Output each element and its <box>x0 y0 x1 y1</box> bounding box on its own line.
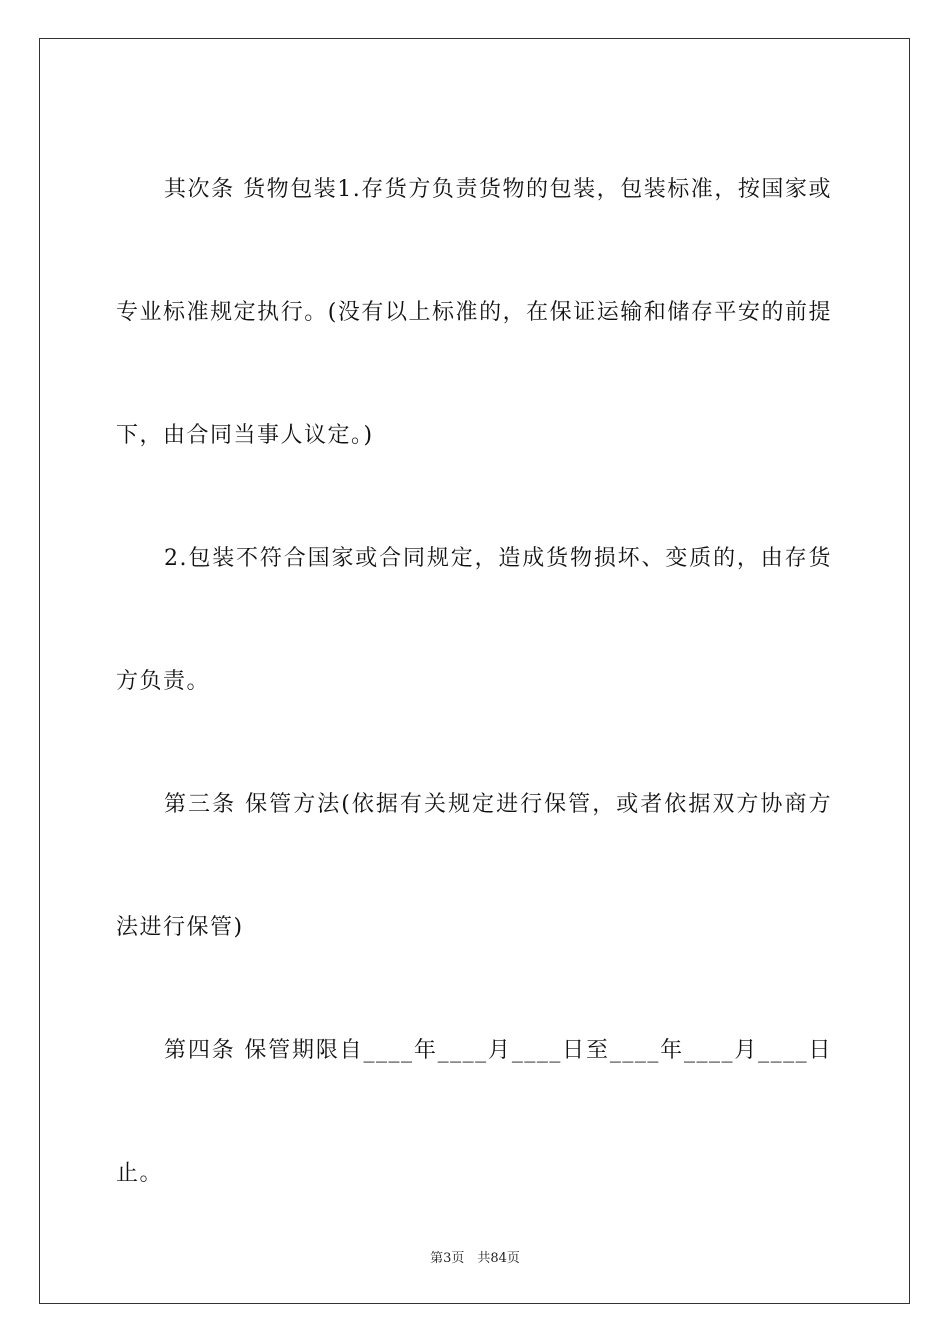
paragraph-packaging-clause: 其次条 货物包装1.存货方负责货物的包装，包装标准，按国家或专业标准规定执行。(没有以上标准的，在保证运输和储存平安的前提下，由合同当事人议定。) <box>116 177 832 448</box>
paragraph-storage-method: 第三条 保管方法(依据有关规定进行保管，或者依据双方协商方法进行保管) <box>116 792 832 940</box>
paragraph-packaging-liability: 2.包装不符合国家或合同规定，造成货物损坏、变质的，由存货方负责。 <box>116 546 832 694</box>
page-number-footer: 第3页 共84页 <box>430 1251 520 1266</box>
paragraph-storage-period: 第四条 保管期限自____年____月____日至____年____月____日止。 <box>116 1038 832 1186</box>
document-body <box>116 128 832 1235</box>
